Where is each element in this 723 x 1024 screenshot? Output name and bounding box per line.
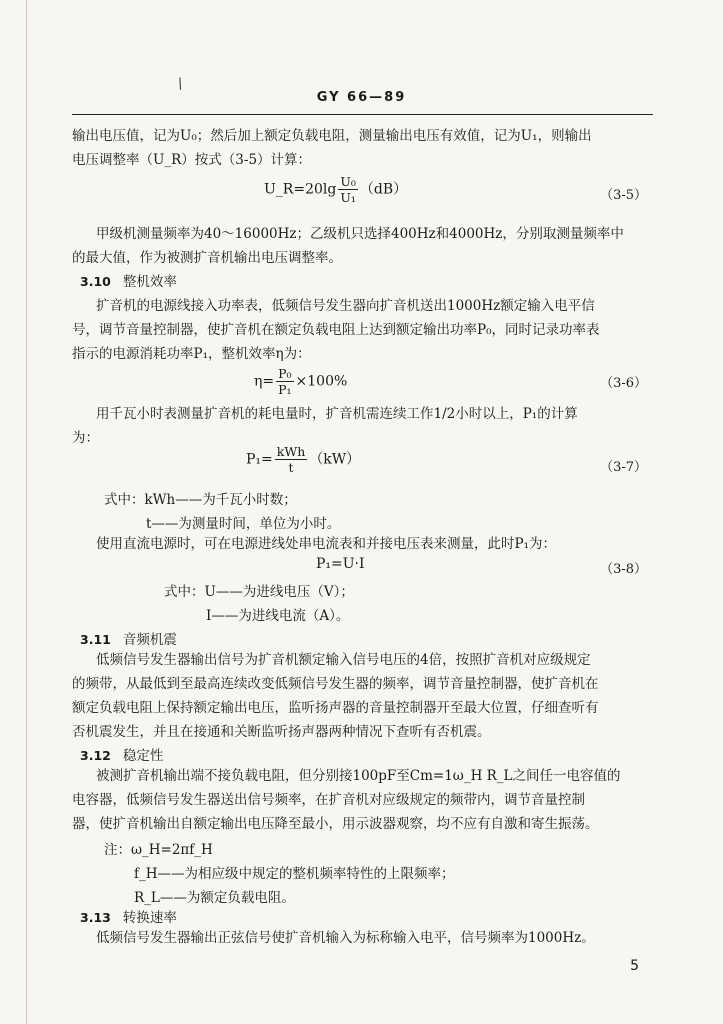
para-b-line-2: 的最大值，作为被测扩音机输出电压调整率。 — [72, 250, 342, 266]
section-3-11-number: 3.11 — [80, 632, 111, 647]
formula-3-5-numerator: U₀ — [340, 174, 356, 189]
formula-3-7-denominator: t — [275, 459, 307, 475]
para-c-line-1: 扩音机的电源线接入功率表，低频信号发生器向扩音机送出1000Hz额定输入电平信 — [96, 298, 595, 314]
para-f-line-3: 额定负载电阻上保持额定输出电压，监听扬声器的音量控制器开至最大位置，仔细查听有 — [72, 700, 599, 716]
formula-3-6 — [254, 366, 347, 397]
equation-number-3-5: （3-5） — [600, 188, 647, 203]
para-d-line-1: 用千瓦小时表测量扩音机的耗电量时，扩音机需连续工作1/2小时以上，P₁的计算 — [96, 406, 578, 422]
section-3-10-title: 整机效率 — [122, 274, 177, 290]
para-b-line-1: 甲级机测量频率为40～16000Hz；乙级机只选择400Hz和4000Hz，分别取测量频率中 — [96, 226, 624, 242]
formula-3-5-unit: （dB） — [359, 181, 408, 198]
section-3-13-title: 转换速率 — [122, 910, 177, 926]
para-h: 低频信号发生器输出正弦信号使扩音机输入为标称输入电平，信号频率为1000Hz。 — [96, 930, 595, 946]
formula-3-8: P₁=U·I — [316, 556, 365, 572]
section-3-13-heading — [80, 906, 177, 926]
para-a-line-1: 输出电压值，记为U₀；然后加上额定负载电阻，测量输出电压有效值，记为U₁，则输出 — [72, 128, 592, 144]
formula-3-6-fraction — [276, 366, 293, 397]
where-3-7-t: t——为测量时间，单位为小时。 — [146, 516, 341, 532]
formula-3-7-fraction — [275, 444, 307, 475]
formula-3-7-lhs: P₁= — [246, 451, 273, 468]
equation-number-3-6: （3-6） — [600, 376, 647, 391]
section-3-10-heading — [80, 270, 177, 290]
note-rl: R_L——为额定负载电阻。 — [134, 890, 295, 906]
section-3-12-number: 3.12 — [80, 748, 111, 763]
para-c-line-3: 指示的电源消耗功率P₁，整机效率η为： — [72, 346, 311, 362]
note-omega: 注：ω_H=2πf_H — [104, 842, 213, 858]
section-3-12-title: 稳定性 — [122, 748, 164, 764]
formula-3-6-lhs: η= — [254, 373, 275, 390]
section-3-12-heading — [80, 744, 163, 764]
where-3-8-i: I——为进线电流（A）。 — [206, 608, 350, 624]
equation-number-3-7: （3-7） — [600, 460, 647, 475]
para-f-line-4: 否机震发生，并且在接通和关断监听扬声器两种情况下查听有否机震。 — [72, 724, 491, 740]
section-3-11-heading — [80, 628, 177, 648]
section-3-10-number: 3.10 — [80, 274, 111, 289]
para-f-line-2: 的频带，从最低到至最高连续改变低频信号发生器的频率，调节音量控制器，使扩音机在 — [72, 676, 599, 692]
note-fh: f_H——为相应级中规定的整机频率特性的上限频率； — [134, 866, 455, 882]
para-f-line-1: 低频信号发生器输出信号为扩音机额定输入信号电压的4倍，按照扩音机对应级规定 — [96, 652, 591, 668]
formula-3-7-unit: （kW） — [309, 451, 361, 468]
formula-3-5 — [264, 174, 407, 205]
header-rule — [72, 114, 653, 115]
formula-3-7-numerator: kWh — [276, 444, 306, 459]
where-3-7-kwh: 式中：kWh——为千瓦小时数； — [104, 492, 297, 508]
formula-3-5-fraction — [338, 174, 358, 205]
para-g-line-3: 器，使扩音机输出自额定输出电压降至最小，用示波器观察，均不应有自激和寄生振荡。 — [72, 816, 599, 832]
section-3-11-title: 音频机震 — [122, 632, 177, 648]
formula-3-6-numerator: P₀ — [278, 366, 292, 381]
para-c-line-2: 号，调节音量控制器，使扩音机在额定负载电阻上达到额定输出功率P₀，同时记录功率表 — [72, 322, 600, 338]
para-e: 使用直流电源时，可在电源进线处串电流表和并接电压表来测量，此时P₁为： — [96, 536, 556, 552]
formula-3-6-rhs: ×100% — [295, 373, 348, 390]
para-g-line-1: 被测扩音机输出端不接负载电阻，但分别接100pF至Cm=1ω_H R_L之间任一电容值的 — [96, 768, 621, 784]
document-code: GY 66—89 — [316, 90, 407, 105]
formula-3-5-denominator: U₁ — [340, 190, 356, 205]
equation-number-3-8: （3-8） — [600, 562, 647, 577]
para-g-line-2: 电容器，低频信号发生器送出信号频率，在扩音机对应级规定的频带内，调节音量控制 — [72, 792, 585, 808]
para-d-line-2: 为： — [72, 430, 99, 446]
pen-mark: / — [175, 75, 186, 93]
page-number: 5 — [630, 958, 639, 974]
scan-edge-line — [26, 0, 27, 1024]
section-3-13-number: 3.13 — [80, 910, 111, 925]
formula-3-7 — [246, 444, 360, 475]
where-3-8-u: 式中：U——为进线电压（V）； — [164, 584, 354, 600]
formula-3-6-denominator: P₁ — [278, 382, 292, 397]
formula-3-5-lhs: U_R=20lg — [264, 181, 337, 198]
para-a-line-2: 电压调整率（U_R）按式（3-5）计算： — [72, 152, 312, 168]
